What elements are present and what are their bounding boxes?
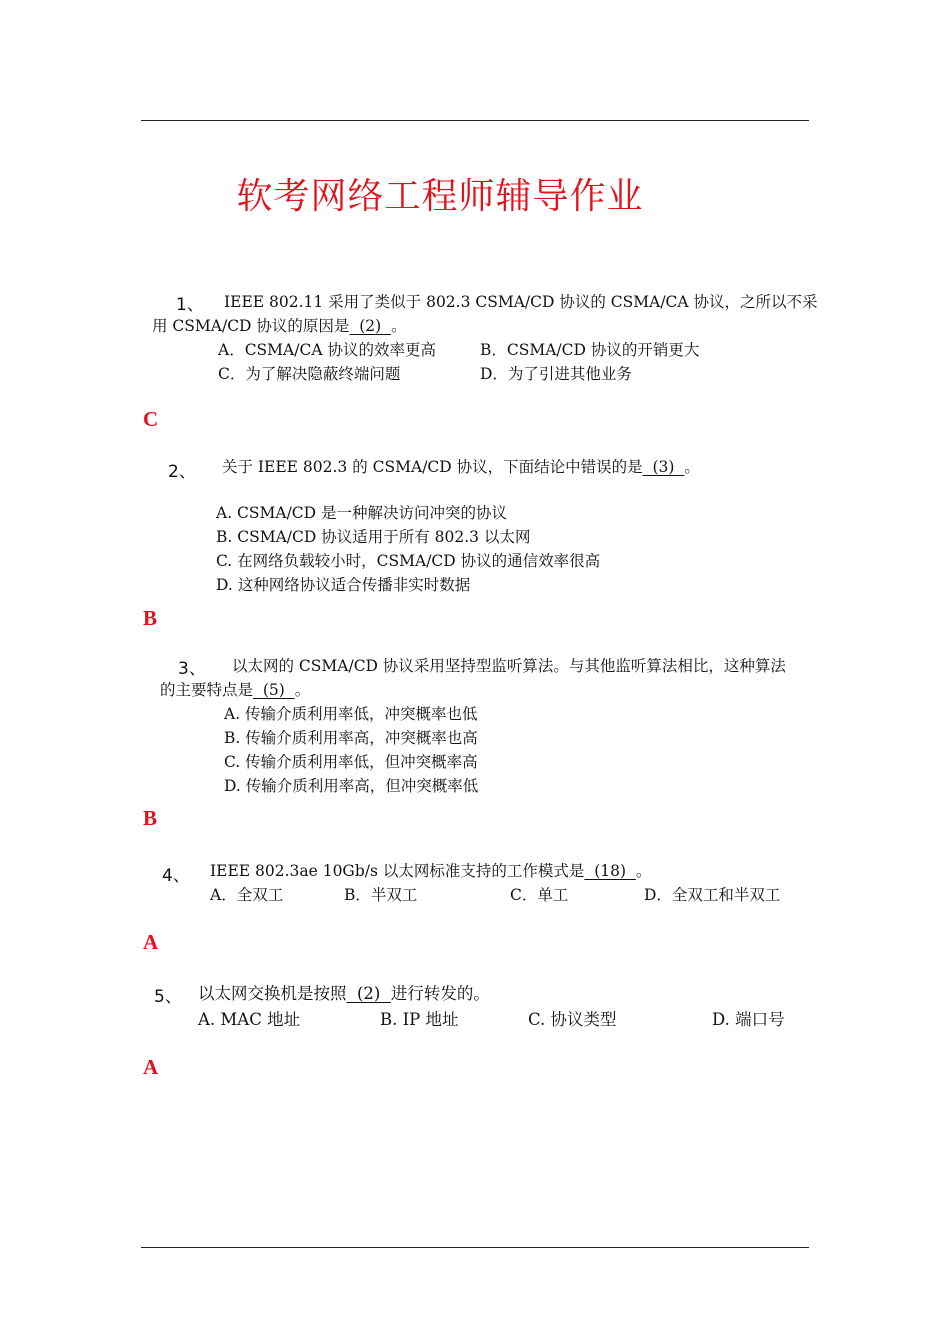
answer-3: B xyxy=(143,806,158,830)
question-stem: IEEE 802.11 采用了类似于 802.3 CSMA/CD 协议的 CSMA/CA 协议，之所以不采 xyxy=(224,293,818,311)
answer-blank: (2) xyxy=(346,984,391,1003)
option-b: B．半双工 xyxy=(344,886,418,904)
answer-blank: (3) xyxy=(642,458,685,476)
answer-1: C xyxy=(143,407,159,431)
question-stem-cont: 的主要特点是 (5) 。 xyxy=(160,681,311,699)
option-c: C．为了解决隐蔽终端问题 xyxy=(218,365,401,383)
option-a: A．全双工 xyxy=(210,886,284,904)
option-c: C. 协议类型 xyxy=(528,1010,617,1029)
question-3 xyxy=(146,652,814,795)
option-b: B. CSMA/CD 协议适用于所有 802.3 以太网 xyxy=(216,528,531,546)
option-d: D. 传输介质利用率高，但冲突概率低 xyxy=(224,777,479,795)
option-d: D．为了引进其他业务 xyxy=(480,365,632,383)
option-a: A．CSMA/CA 协议的效率更高 xyxy=(218,341,436,359)
question-stem: IEEE 802.3ae 10Gb/s 以太网标准支持的工作模式是 (18) 。 xyxy=(210,862,652,880)
answer-blank: (2) xyxy=(349,317,392,335)
question-number: 5、 xyxy=(154,987,182,1007)
answer-blank: (5) xyxy=(253,681,295,699)
option-c: C. 传输介质利用率低，但冲突概率高 xyxy=(224,753,478,771)
option-a: A. 传输介质利用率低，冲突概率也低 xyxy=(224,705,478,723)
question-number: 1、 xyxy=(176,295,204,315)
option-d: D．全双工和半双工 xyxy=(644,886,781,904)
option-a: A. MAC 地址 xyxy=(198,1010,301,1029)
question-number: 4、 xyxy=(162,866,190,886)
question-number: 3、 xyxy=(178,659,206,679)
question-stem: 关于 IEEE 802.3 的 CSMA/CD 协议，下面结论中错误的是 (3) 。 xyxy=(222,458,700,476)
option-c: C．单工 xyxy=(510,886,569,904)
header-rule xyxy=(141,120,809,121)
question-stem: 以太网交换机是按照 (2) 进行转发的。 xyxy=(198,984,490,1003)
answer-blank: (18) xyxy=(584,862,636,880)
footer-rule xyxy=(141,1247,809,1248)
question-stem: 以太网的 CSMA/CD 协议采用坚持型监听算法。与其他监听算法相比，这种算法 xyxy=(232,657,786,675)
question-5 xyxy=(146,978,814,1038)
option-d: D. 端口号 xyxy=(712,1010,785,1029)
answer-5: A xyxy=(143,1055,159,1079)
question-number: 2、 xyxy=(168,462,196,482)
question-4 xyxy=(146,857,814,917)
answer-2: B xyxy=(143,606,158,630)
page-title: 软考网络工程师辅导作业 xyxy=(236,176,644,217)
question-1 xyxy=(146,286,818,386)
option-d: D. 这种网络协议适合传播非实时数据 xyxy=(216,576,471,594)
question-stem-cont: 用 CSMA/CD 协议的原因是 (2) 。 xyxy=(152,317,407,335)
option-b: B. IP 地址 xyxy=(380,1010,459,1029)
option-b: B．CSMA/CD 协议的开销更大 xyxy=(480,341,700,359)
question-2 xyxy=(146,455,814,595)
option-c: C. 在网络负载较小时，CSMA/CD 协议的通信效率很高 xyxy=(216,552,601,570)
option-b: B. 传输介质利用率高，冲突概率也高 xyxy=(224,729,478,747)
option-a: A. CSMA/CD 是一种解决访问冲突的协议 xyxy=(216,504,508,522)
answer-4: A xyxy=(143,930,159,954)
